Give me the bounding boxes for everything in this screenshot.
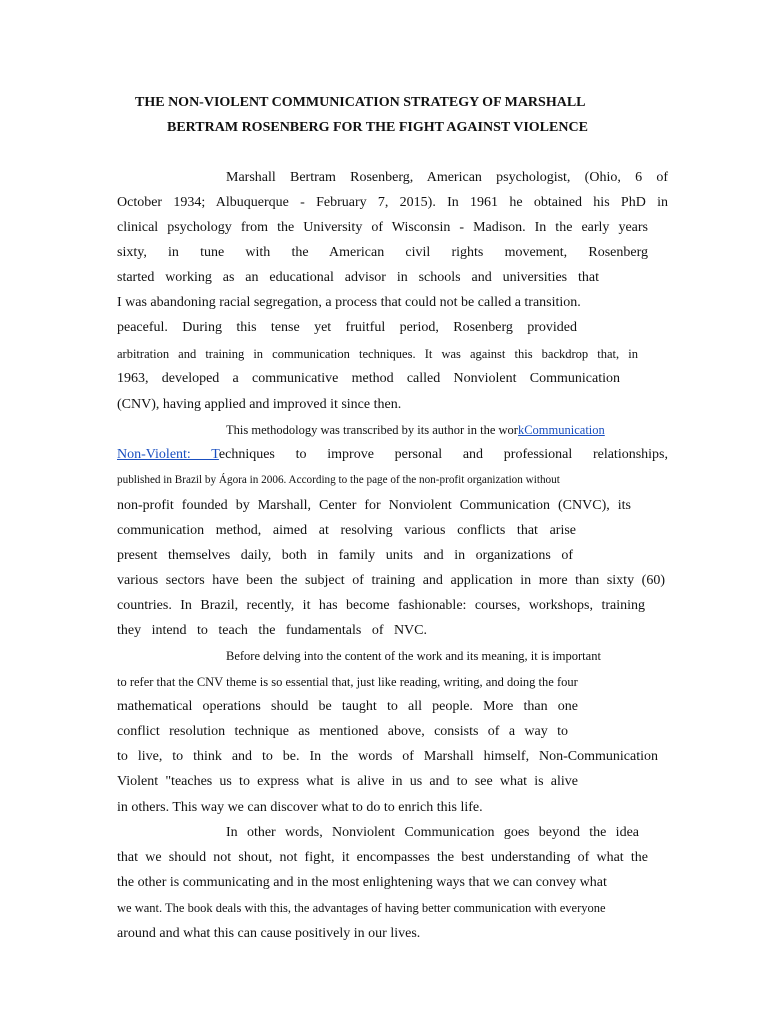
paragraph-line: non-profit founded by Marshall, Center for Nonviolent Communication (CNVC), its	[117, 498, 631, 513]
paragraph-line	[117, 446, 668, 464]
title-line-2: BERTRAM ROSENBERG FOR THE FIGHT AGAINST VIOLENCE	[167, 120, 588, 135]
paragraph-line: communication method, aimed at resolving various conflicts that arise	[117, 523, 576, 538]
paragraph-line	[226, 421, 605, 439]
book-title-link[interactable]: kCommunication	[517, 423, 605, 437]
paragraph-line: they intend to teach the fundamentals of NVC.	[117, 623, 427, 638]
paragraph-line: 1963, developed a communicative method called Nonviolent Communication	[117, 371, 620, 386]
paragraph-line: to live, to think and to be. In the words of Marshall himself, Non-Communication	[117, 749, 658, 764]
paragraph-line: October 1934; Albuquerque - February 7, 2015). In 1961 he obtained his PhD in	[117, 195, 668, 210]
paragraph-line: Violent "teaches us to express what is alive in us and to see what is alive	[117, 774, 578, 789]
paragraph-line: I was abandoning racial segregation, a process that could not be called a transition.	[117, 295, 581, 310]
paragraph-line: around and what this can cause positively in our lives.	[117, 926, 421, 941]
paragraph-line: conflict resolution technique as mentioned above, consists of a way to	[117, 724, 568, 739]
paragraph-text: echniques to improve personal and professional relationships,	[218, 447, 669, 462]
book-title-link-continued[interactable]: Non-Violent: T	[117, 447, 219, 462]
paragraph-line: that we should not shout, not fight, it encompasses the best understanding of what the	[117, 850, 648, 865]
paragraph-line: mathematical operations should be taught to all people. More than one	[117, 699, 578, 714]
paragraph-line: present themselves daily, both in family units and in organizations of	[117, 548, 573, 563]
paragraph-line: various sectors have been the subject of training and application in more than sixty (60)	[117, 573, 665, 588]
paragraph-line: in others. This way we can discover what to do to enrich this life.	[117, 800, 483, 815]
paragraph-line: In other words, Nonviolent Communication goes beyond the idea	[226, 825, 639, 840]
paragraph-line: arbitration and training in communication techniques. It was against this backdrop that, in	[117, 347, 638, 361]
paragraph-line: we want. The book deals with this, the advantages of having better communication with everyone	[117, 901, 606, 915]
paragraph-line: clinical psychology from the University of Wisconsin - Madison. In the early years	[117, 220, 648, 235]
paragraph-line: Before delving into the content of the work and its meaning, it is important	[226, 649, 601, 663]
paragraph-line: to refer that the CNV theme is so essential that, just like reading, writing, and doing the four	[117, 675, 578, 689]
paragraph-line: sixty, in tune with the American civil rights movement, Rosenberg	[117, 245, 648, 260]
paragraph-line: Marshall Bertram Rosenberg, American psychologist, (Ohio, 6 of	[226, 170, 668, 185]
paragraph-line: the other is communicating and in the most enlightening ways that we can convey what	[117, 875, 607, 890]
paragraph-line: peaceful. During this tense yet fruitful period, Rosenberg provided	[117, 320, 577, 335]
paragraph-line: (CNV), having applied and improved it since then.	[117, 397, 402, 412]
paragraph-line: started working as an educational advisor in schools and universities that	[117, 270, 599, 285]
paragraph-line: countries. In Brazil, recently, it has become fashionable: courses, workshops, training	[117, 598, 645, 613]
paragraph-line: published in Brazil by Ágora in 2006. According to the page of the non-profit organization without	[117, 474, 560, 486]
paragraph-text: This methodology was transcribed by its author in the wor	[226, 423, 518, 437]
title-line-1: THE NON-VIOLENT COMMUNICATION STRATEGY OF MARSHALL	[135, 95, 586, 110]
